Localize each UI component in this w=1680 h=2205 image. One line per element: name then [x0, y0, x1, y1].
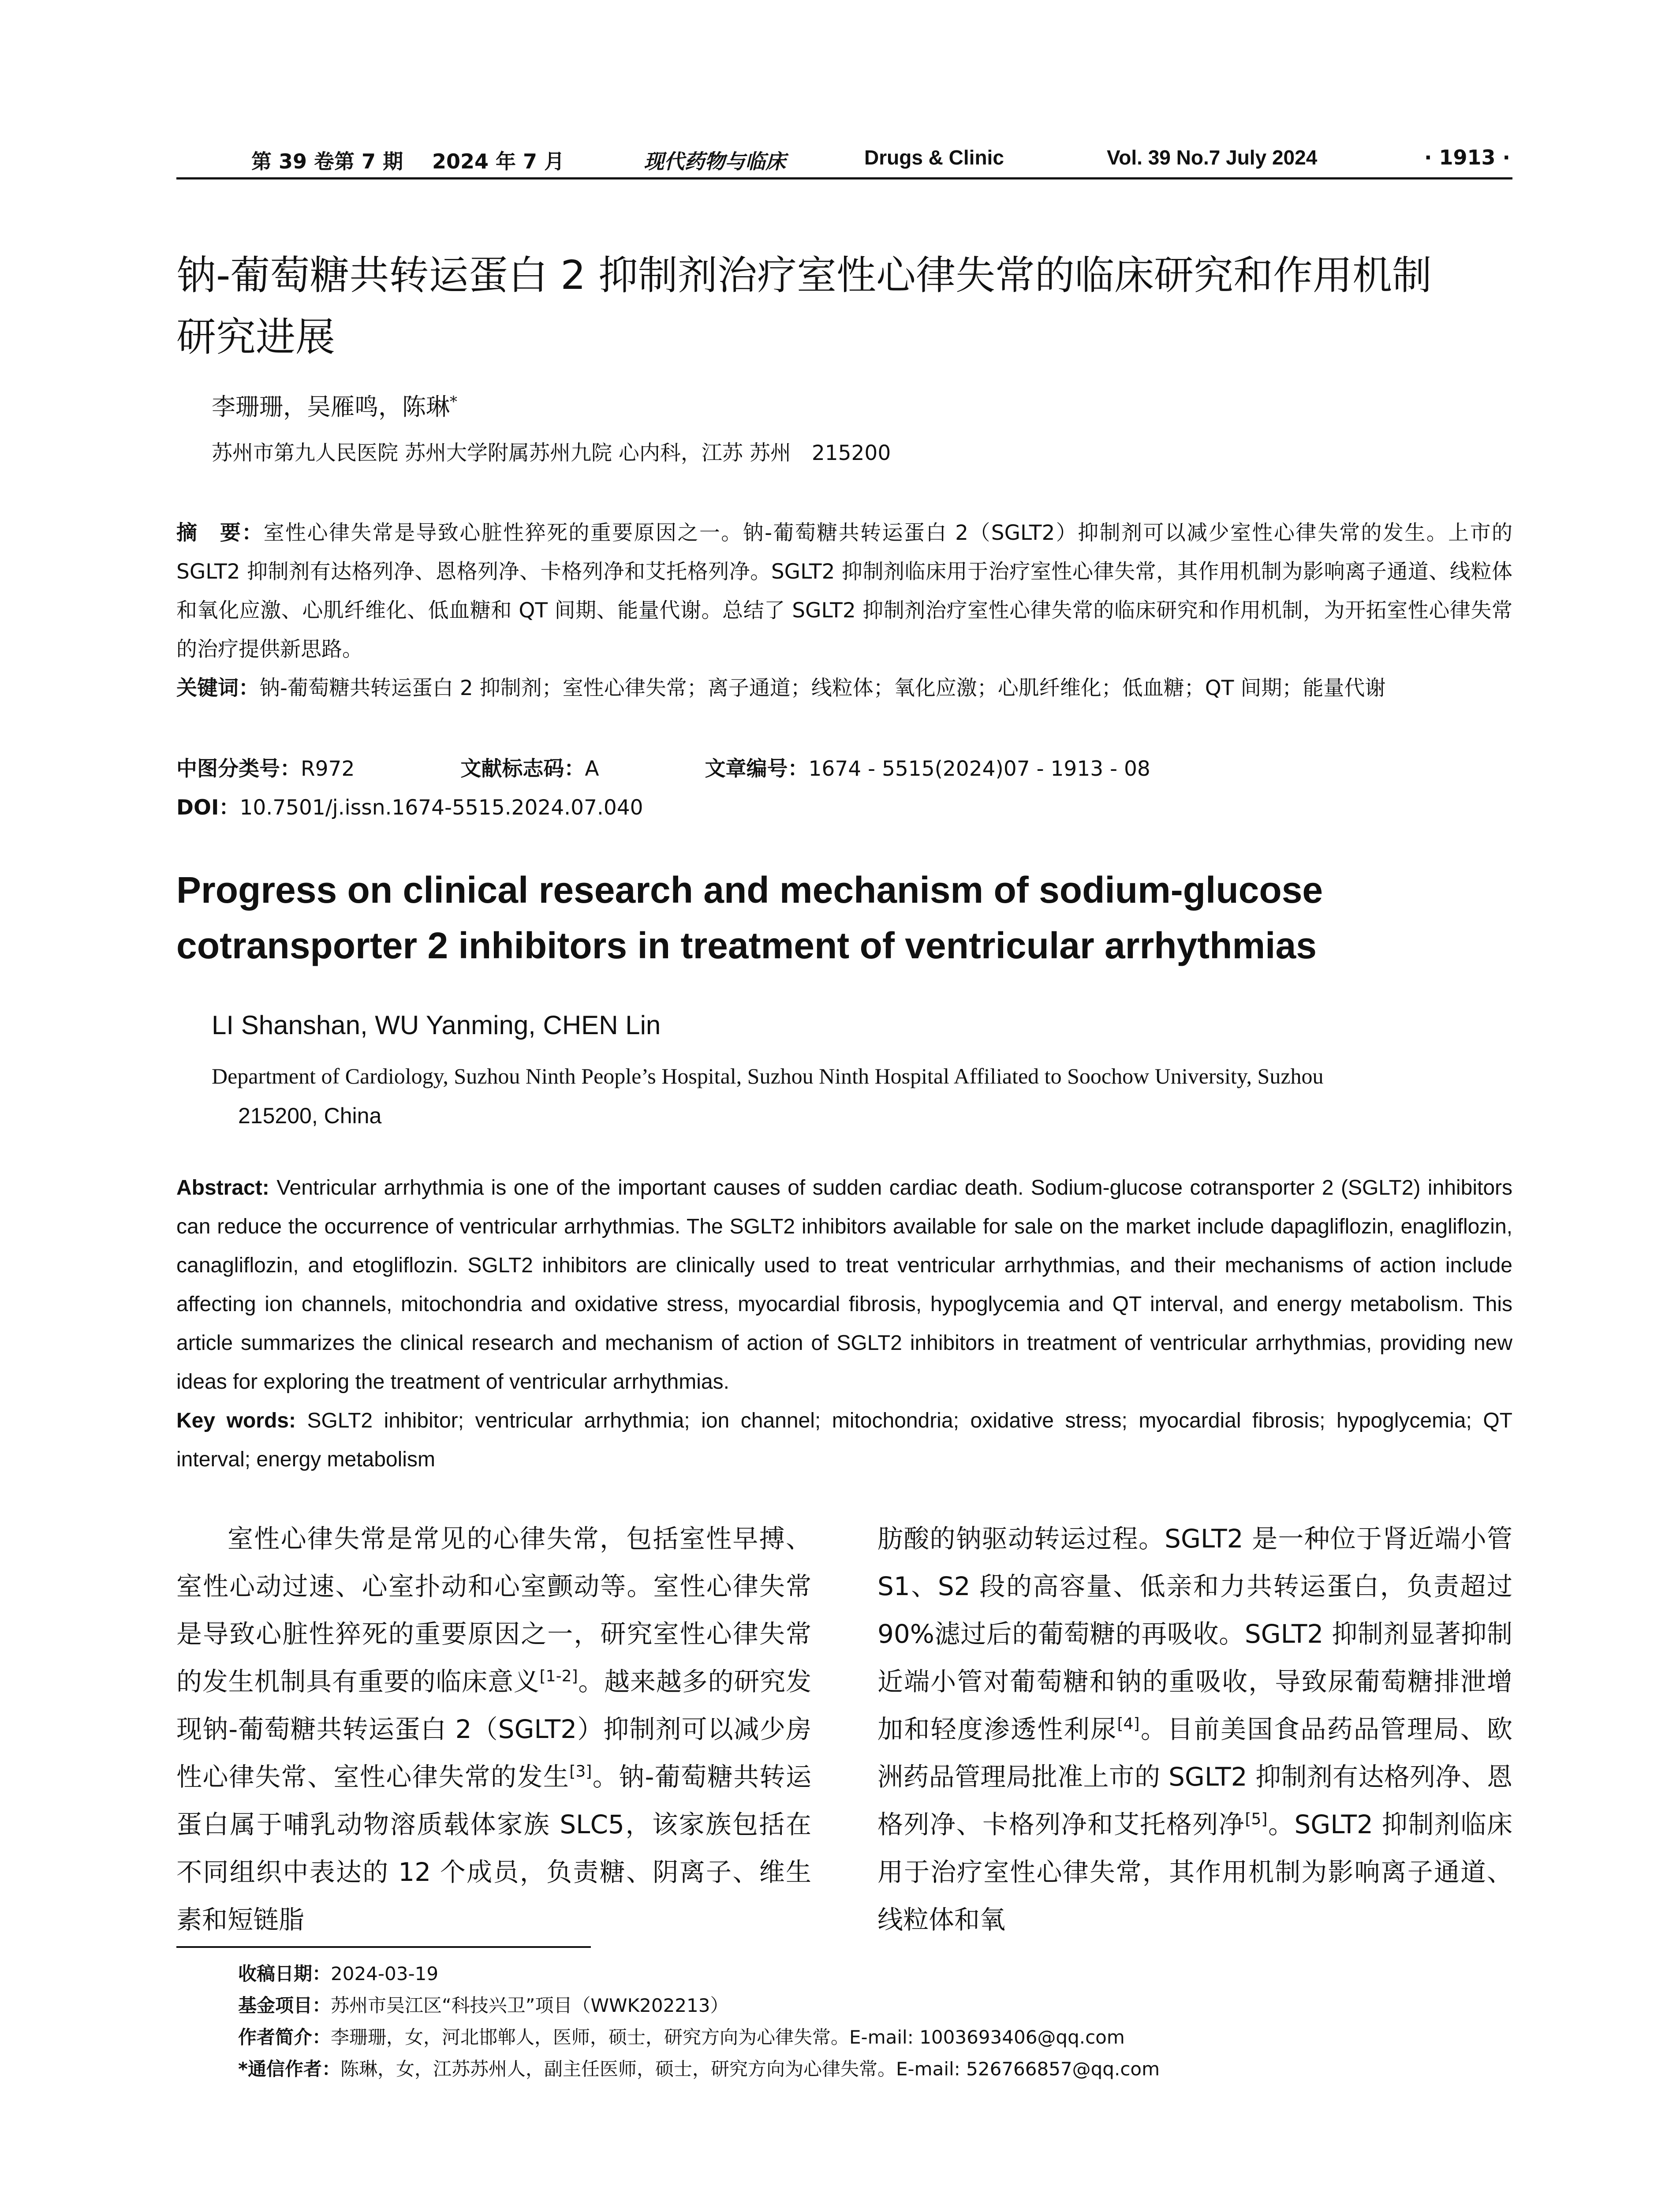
fund-label: 基金项目： — [238, 1995, 331, 2016]
footnote-rule — [176, 1946, 591, 1948]
chinese-affiliation: 苏州市第九人民医院 苏州大学附属苏州九院 心内科，江苏 苏州 215200 — [212, 441, 891, 465]
english-affiliation-line1: Department of Cardiology, Suzhou Ninth People’s Hospital, Suzhou Ninth Hospital Affiliated to Soochow University, Suzhou — [212, 1064, 1324, 1088]
citation-link[interactable]: [1-2] — [539, 1667, 578, 1686]
body-right-part1: 肪酸的钠驱动转运过程。SGLT2 是一种位于肾近端小管 S1、S2 段的高容量、低亲和力共转运蛋白，负责超过 90%滤过后的葡萄糖的再吸收。SGLT2 抑制剂显著抑制近端小管对葡萄糖和钠的重吸收，导致尿葡萄糖排泄增加和轻度渗透性利尿 — [877, 1524, 1512, 1744]
header-volume-zh: 第 39 卷第 7 期 — [251, 149, 403, 173]
doi-row — [176, 789, 1150, 827]
corr-label: *通信作者： — [238, 2058, 340, 2080]
body-left-part2: 。越来越多的研究发现钠-葡萄糖共转运蛋白 2（SGLT2）抑制剂可以减少房性心律失常、室性心律失常的发生 — [176, 1667, 811, 1792]
article-metadata — [176, 750, 1150, 827]
header-journal-en: Drugs & Clinic — [864, 146, 1004, 169]
english-keywords — [176, 1401, 1512, 1479]
author-label: 作者简介： — [238, 2026, 331, 2048]
english-keywords-label: Key words: — [176, 1409, 296, 1432]
received-label: 收稿日期： — [238, 1963, 331, 1984]
citation-link[interactable]: [3] — [569, 1762, 592, 1781]
header-volume-en: Vol. 39 No.7 July 2024 — [1107, 146, 1318, 169]
english-abstract-text: Ventricular arrhythmia is one of the important causes of sudden cardiac death. Sodium-glucose cotransporter 2 (SGLT2) inhibitors can reduce the occurrence of ventricular arrhythmias. The SGLT2 inhibitors available for sale on the market include dapagliflozin, enagliflozin, canagliflozin, and etogliflozin. SGLT2 inhibitors are clinically used to treat ventricular arrhythmias, and their mechanisms of action include affecting ion channels, mitochondria and oxidative stress, myocardial fibrosis, hypoglycemia and QT interval, and energy metabolism. This article summarizes the clinical research and mechanism of action of SGLT2 inhibitors in treatment of ventricular arrhythmias, providing new ideas for exploring the treatment of ventricular arrhythmias. — [176, 1176, 1512, 1394]
footnote-corresponding — [238, 2053, 1160, 2085]
body-right-part3: 。SGLT2 抑制剂临床用于治疗室性心律失常，其作用机制为影响离子通道、线粒体和氧 — [877, 1809, 1512, 1935]
chinese-title — [176, 245, 1521, 368]
classification-row — [176, 750, 1150, 789]
footnote-author — [238, 2022, 1160, 2053]
header-page-number: · 1913 · — [1424, 146, 1511, 169]
body-left-part3: 。钠-葡萄糖共转运蛋白属于哺乳动物溶质载体家族 SLC5，该家族包括在不同组织中表达的 12 个成员，负责糖、阴离子、维生素和短链脂 — [176, 1762, 811, 1935]
english-abstract — [176, 1169, 1512, 1401]
received-value: 2024-03-19 — [331, 1963, 439, 1984]
chinese-title-line1: 钠-葡萄糖共转运蛋白 2 抑制剂治疗室性心律失常的临床研究和作用机制 — [176, 252, 1432, 299]
chinese-authors — [212, 388, 457, 422]
chinese-abstract-label: 摘 要： — [176, 521, 264, 545]
running-header — [176, 141, 1512, 176]
chinese-keywords — [176, 669, 1512, 708]
author-value: 李珊珊，女，河北邯郸人，医师，硕士，研究方向为心律失常。E-mail: 1003693406@qq.com — [331, 2026, 1125, 2048]
doi-value: 10.7501/j.issn.1674-5515.2024.07.040 — [239, 796, 643, 820]
fund-value: 苏州市吴江区“科技兴卫”项目（WWK202213） — [331, 1995, 729, 2016]
header-journal-zh: 现代药物与临床 — [644, 149, 786, 173]
english-keywords-text: SGLT2 inhibitor; ventricular arrhythmia; ion channel; mitochondria; oxidative stress; myocardial fibrosis; hypoglycemia; QT interval; energy metabolism — [176, 1409, 1512, 1471]
doc-code-value: A — [585, 757, 599, 781]
doi-label: DOI： — [176, 796, 240, 820]
chinese-abstract — [176, 514, 1512, 669]
chinese-abstract-text: 室性心律失常是导致心脏性猝死的重要原因之一。钠-葡萄糖共转运蛋白 2（SGLT2）抑制剂可以减少室性心律失常的发生。上市的 SGLT2 抑制剂有达格列净、恩格列净、卡格列净和艾托格列净。SGLT2 抑制剂临床用于治疗室性心律失常，其作用机制为影响离子通道、线粒体和氧化应激、心肌纤维化、低血糖和 QT 间期、能量代谢。总结了 SGLT2 抑制剂治疗室性心律失常的临床研究和作用机制，为开拓室性心律失常的治疗提供新思路。 — [176, 521, 1512, 662]
doc-code-label: 文献标志码： — [460, 757, 585, 781]
english-affiliation — [212, 1056, 1512, 1136]
english-abstract-label: Abstract: — [176, 1176, 269, 1200]
chinese-author-names: 李珊珊，吴雁鸣，陈琳 — [212, 393, 450, 421]
footnotes — [238, 1958, 1160, 2085]
clc-value: R972 — [301, 757, 355, 781]
english-affiliation-line2: 215200, China — [238, 1103, 382, 1128]
chinese-keywords-label: 关键词： — [176, 676, 259, 700]
citation-link[interactable]: [4] — [1117, 1715, 1140, 1733]
citation-link[interactable]: [5] — [1245, 1810, 1268, 1828]
chinese-abstract-block — [176, 514, 1512, 708]
footnote-fund — [238, 1990, 1160, 2022]
corresponding-mark: * — [450, 393, 457, 411]
english-title: Progress on clinical research and mechanism of sodium-glucose cotransporter 2 inhibitors in treatment of ventricular arrhythmias — [176, 869, 1323, 966]
clc-label: 中图分类号： — [176, 757, 301, 781]
chinese-title-line2: 研究进展 — [176, 314, 335, 360]
footnote-received — [238, 1958, 1160, 1990]
header-rule — [176, 177, 1512, 179]
english-authors: LI Shanshan, WU Yanming, CHEN Lin — [212, 1010, 661, 1040]
body-left-part1: 室性心律失常是常见的心律失常，包括室性早搏、室性心动过速、心室扑动和心室颤动等。室性心律失常是导致心脏性猝死的重要原因之一，研究室性心律失常的发生机制具有重要的临床意义 — [176, 1524, 811, 1697]
article-no-label: 文章编号： — [705, 757, 809, 781]
header-date-zh: 2024 年 7 月 — [432, 149, 565, 173]
body-right-part2: 。目前美国食品药品管理局、欧洲药品管理局批准上市的 SGLT2 抑制剂有达格列净、恩格列净、卡格列净和艾托格列净 — [877, 1714, 1512, 1839]
body-column-left — [176, 1515, 811, 1943]
article-no-value: 1674 - 5515(2024)07 - 1913 - 08 — [808, 757, 1150, 781]
corr-value: 陈琳，女，江苏苏州人，副主任医师，硕士，研究方向为心律失常。E-mail: 526766857@qq.com — [340, 2058, 1160, 2080]
english-abstract-block — [176, 1169, 1512, 1479]
body-column-right — [877, 1515, 1512, 1943]
chinese-keywords-text: 钠-葡萄糖共转运蛋白 2 抑制剂；室性心律失常；离子通道；线粒体；氧化应激；心肌纤维化；低血糖；QT 间期；能量代谢 — [259, 676, 1386, 700]
